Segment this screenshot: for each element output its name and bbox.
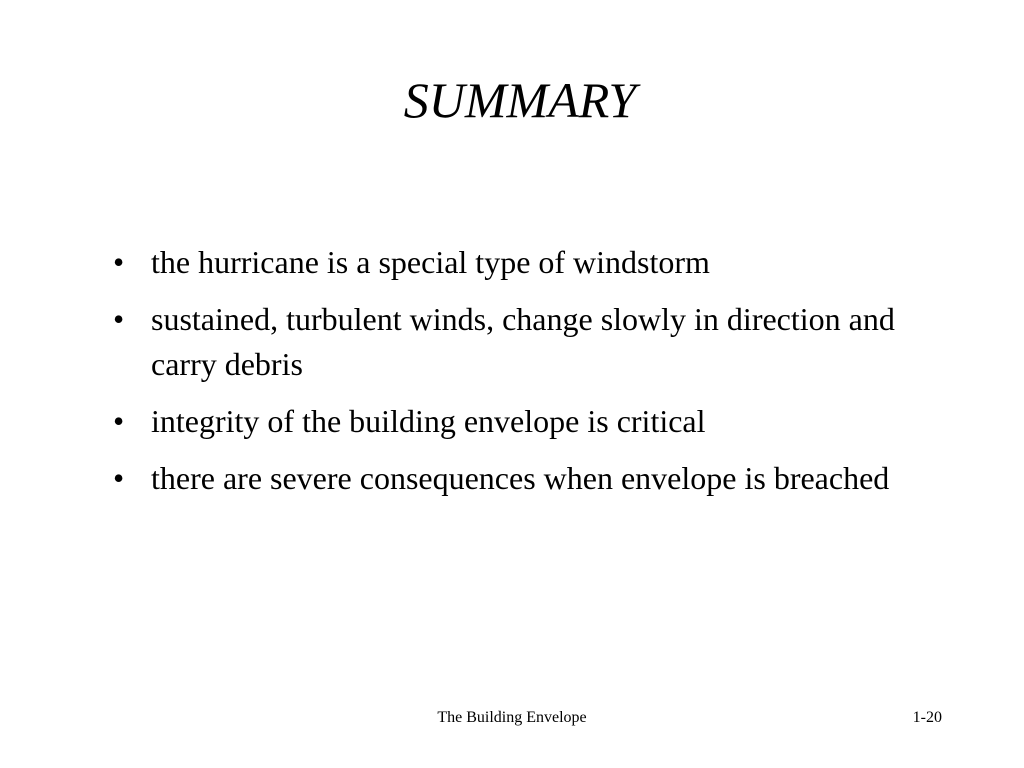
page-number: 1-20: [912, 709, 942, 726]
bullet-item: [113, 399, 943, 444]
bullet-icon: •: [113, 301, 125, 337]
bullet-text: the hurricane is a special type of windstorm: [151, 244, 710, 280]
bullet-text: sustained, turbulent winds, change slowly in direction and carry debris: [151, 301, 895, 382]
bullet-item: [113, 240, 943, 285]
bullet-icon: •: [113, 403, 125, 439]
slide-title: SUMMARY: [403, 72, 637, 128]
bullet-item: [113, 297, 943, 387]
bullet-text: integrity of the building envelope is critical: [151, 403, 706, 439]
bullet-icon: •: [113, 460, 125, 496]
bullet-item: [113, 456, 943, 501]
footer-title: The Building Envelope: [437, 709, 587, 726]
bullet-list: [113, 240, 943, 513]
bullet-icon: •: [113, 244, 125, 280]
bullet-text: there are severe consequences when envelope is breached: [151, 460, 890, 496]
